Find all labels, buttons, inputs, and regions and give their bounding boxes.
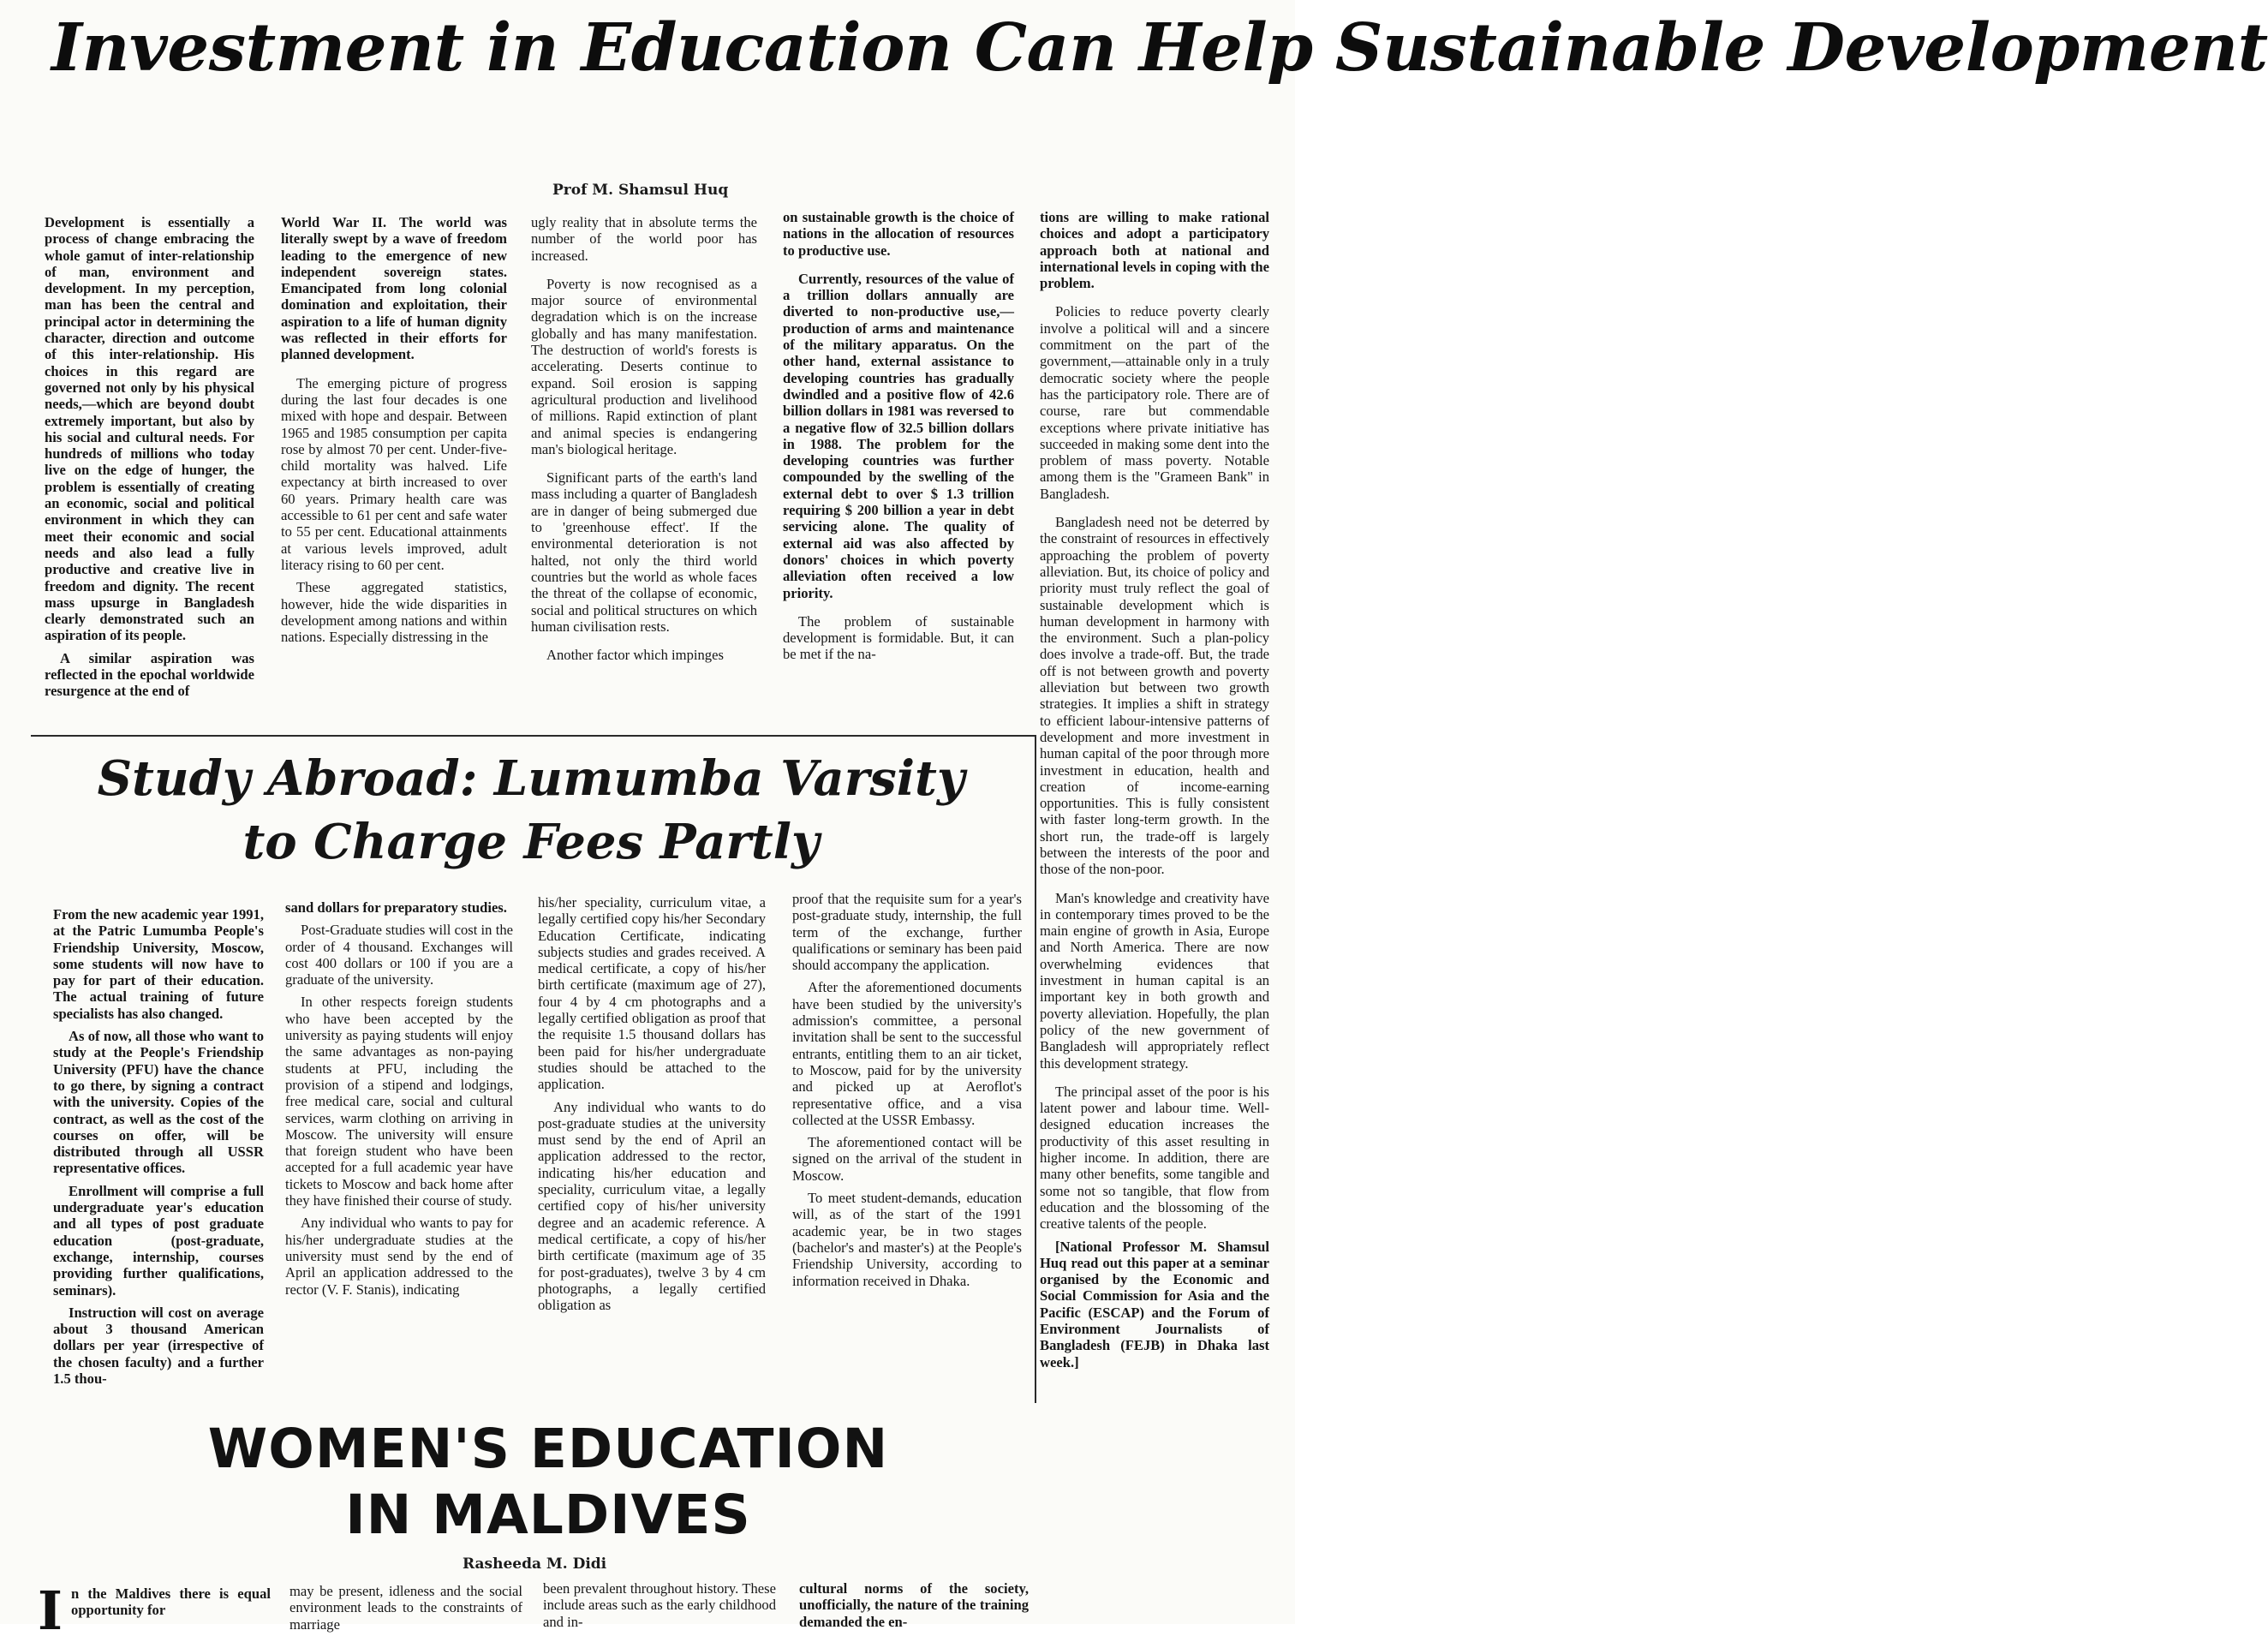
paragraph: Policies to reduce poverty clearly involve a political will and a sincere commitment on the part of the government,—attainable only in a truly democratic society where the people has the participatory role. There are of course, rare but commendable exceptions where private initiative has succeeded in making some dent into the problem of mass poverty. Notable among them is the "Grameen Bank" in Bangladesh.: [1040, 303, 1269, 502]
paragraph: The principal asset of the poor is his latent power and labour time. Well-designed education increases the productivity of this asset resulting in higher income. In addition, there are many other benefits, some tangible and some not so tangible, that flow from education and the blossoming of the creative talents of the people.: [1040, 1083, 1269, 1233]
article3-column-1: [38, 1579, 271, 1642]
article3-column-2: [289, 1583, 522, 1633]
paragraph: These aggregated statistics, however, hide the wide disparities in development among nations and within nations. Especially distressing in the: [281, 579, 507, 646]
paragraph: tions are willing to make rational choices and adopt a participatory approach both at national and international levels in coping with the problem.: [1040, 209, 1269, 292]
paragraph: Any individual who wants to pay for his/her undergraduate studies at the university must send by the end of April an application addressed to the rector (V. F. Stanis), indicating: [285, 1215, 513, 1298]
article1-column-5: [1040, 209, 1269, 1622]
paragraph: Currently, resources of the value of a trillion dollars annually are diverted to non-productive use,—production of arms and maintenance of the military apparatus. On the other hand, external assistance to developing countries has gradually dwindled and a positive flow of 42.6 billion dollars in 1981 was reversed to a negative flow of 32.5 billion dollars in 1988. The problem for the developing countries was further compounded by the swelling of the external debt to over $ 1.3 trillion requiring $ 200 billion a year in debt servicing alone. The quality of external aid was also affected by donors' choices in which poverty alleviation often received a low priority.: [783, 270, 1014, 601]
paragraph: A similar aspiration was reflected in the epochal worldwide resurgence at the end of: [45, 649, 254, 700]
article3-headline-line1: WOMEN'S EDUCATION: [207, 1418, 889, 1480]
paragraph: Poverty is now recognised as a major source of environmental degradation which is on the increase globally and has many manifestation. The destruction of world's forests is accelerating. Deserts continue to expand. Soil erosion is sapping agricultural production and livelihood of millions. Rapid extinction of plant and animal species is endangering man's biological heritage.: [531, 275, 757, 457]
paragraph: may be present, idleness and the social environment leads to the constraints of marriage: [289, 1583, 522, 1633]
paragraph: cultural norms of the society, unofficially, the nature of the training demanded the en-: [799, 1580, 1029, 1630]
article2-column-2: [285, 899, 513, 1401]
article3-column-3: [543, 1580, 776, 1630]
article3-byline: Rasheeda M. Didi: [463, 1555, 607, 1573]
paragraph: been prevalent throughout history. These include areas such as the early childhood and in-: [543, 1580, 776, 1630]
paragraph: Instruction will cost on average about 3 thousand American dollars per year (irrespective of the chosen faculty) and a further 1.5 thou-: [53, 1304, 264, 1388]
paragraph: [National Professor M. Shamsul Huq read out this paper at a seminar organised by the Economic and Social Commission for Asia and the Pacific (ESCAP) and the Forum of Environment Journalists of Bangladesh (FEJB) in Dhaka last week.]: [1040, 1238, 1269, 1370]
paragraph: Significant parts of the earth's land mass including a quarter of Bangladesh are in danger of being submerged due to 'greenhouse effect'. If the environmental deterioration is not halted, not only the third world countries but the world as whole faces the threat of the collapse of economic, social and political structures on which human civilisation rests.: [531, 469, 757, 635]
article1-byline: Prof M. Shamsul Huq: [552, 182, 729, 199]
paragraph: ugly reality that in absolute terms the number of the world poor has increased.: [531, 214, 757, 264]
article2-headline-line1: Study Abroad: Lumumba Varsity: [97, 750, 965, 807]
article3-column-4: [799, 1580, 1029, 1630]
article1-headline-text: Investment in Education Can Help Sustainable Development: [51, 9, 2268, 87]
paragraph: n the Maldives there is equal opportunity for: [71, 1585, 271, 1619]
article3-dropcap: I: [38, 1579, 63, 1642]
article1-column-2: [281, 214, 507, 733]
paragraph: Enrollment will comprise a full undergraduate year's education and all types of post graduate education (post-graduate, exchange, internship, courses providing further qualifications, seminars).: [53, 1182, 264, 1299]
paragraph: To meet student-demands, education will, as of the start of the 1991 academic year, be in two stages (bachelor's and master's) at the People's Friendship University, according to information received in Dhaka.: [792, 1190, 1022, 1289]
article3-headline-line2: IN MALDIVES: [345, 1484, 751, 1546]
paragraph: World War II. The world was literally swept by a wave of freedom leading to the emergence of new independent sovereign states. Emancipated from long colonial domination and exploitation, their aspiration to a life of human dignity was reflected in their efforts for planned development.: [281, 214, 507, 363]
article1-column-1: [45, 214, 254, 733]
article2-column-3: [538, 894, 766, 1401]
paragraph: on sustainable growth is the choice of nations in the allocation of resources to productive use.: [783, 209, 1014, 259]
paragraph: his/her speciality, curriculum vitae, a legally certified copy his/her Secondary Education Certificate, indicating subjects studies and grades received. A medical certificate, a copy of his/her birth certificate (maximum age of 27), four 4 by 4 cm photographs and a legally certified obligation as proof that the requisite 1.5 thousand dollars has been paid for his/her undergraduate studies should be attached to the application.: [538, 894, 766, 1093]
paragraph: proof that the requisite sum for a year's post-graduate study, internship, the full term of the exchange, further qualifications or seminary has been paid should accompany the application.: [792, 891, 1022, 974]
paragraph: Post-Graduate studies will cost in the order of 4 thousand. Exchanges will cost 400 dollars or 100 if you are a graduate of the university.: [285, 922, 513, 988]
paragraph: The problem of sustainable development is formidable. But, it can be met if the na-: [783, 612, 1014, 663]
paragraph: The aforementioned contact will be signed on the arrival of the student in Moscow.: [792, 1134, 1022, 1184]
paragraph: Any individual who wants to do post-graduate studies at the university must send by the end of April an application addressed to the rector, indicating his/her education and speciality, curriculum vitae, a legally certified copy of his/her university degree and an academic reference. A medical certificate, a copy of his/her birth certificate (maximum age of 35 for post-graduates), twelve 3 by 4 cm photographs, a legally certified obligation as: [538, 1098, 766, 1314]
paragraph: sand dollars for preparatory studies.: [285, 899, 507, 916]
article2-column-1: [53, 906, 264, 1401]
paragraph: In other respects foreign students who have been accepted by the university as paying students will enjoy the same advantages as non-paying students at PFU, including the provision of a stipend and lodgings, free medical care, social and cultural services, warm clothing on arriving in Moscow. The university will ensure that foreign student who have been accepted for a full academic year have tickets to Moscow and back home after they have finished their course of study.: [285, 994, 513, 1209]
paragraph: Development is essentially a process of change embracing the whole gamut of inter-relationship of man, environment and development. In my perception, man has been the central and principal actor in determining the character, direction and outcome of this inter-relationship. His choices in this regard are governed not only by his physical needs,—which are beyond doubt extremely important, but also by his social and cultural needs. For hundreds of millions who today live on the edge of hunger, the problem is essentially of creating an economic, social and political environment in which they can meet their economic and social needs and also lead a fully productive and creative live in freedom and dignity. The recent mass upsurge in Bangladesh clearly demonstrated such an aspiration of its people.: [45, 214, 254, 644]
paragraph: The emerging picture of progress during the last four decades is one mixed with hope and despair. Between 1965 and 1985 consumption per capita rose by almost 70 per cent. Under-five-child mortality was halved. Life expectancy at birth increased to over 60 years. Primary health care was accessible to 61 per cent and safe water to 55 per cent. Educational attainments at various levels improved, adult literacy rising to 60 per cent.: [281, 374, 507, 573]
paragraph: From the new academic year 1991, at the Patric Lumumba People's Friendship University, Moscow, some students will now have to pay for part of their education. The actual training of future specialists has also changed.: [53, 906, 264, 1022]
article2-headline-line2: to Charge Fees Partly: [242, 814, 820, 870]
article3-headline: [163, 1416, 934, 1548]
paragraph: Another factor which impinges: [546, 647, 724, 664]
paragraph: After the aforementioned documents have been studied by the university's admission's committee, a personal invitation shall be sent to the successful entrants, entitling them to an air ticket, to Moscow, paid for by the university and picked up at Aeroflot's representative office, and a visa collected at the USSR Embassy.: [792, 979, 1022, 1128]
paragraph: Man's knowledge and creativity have in contemporary times proved to be the main engine of growth in Asia, Europe and North America. There are now overwhelming evidences that investment in human capital is an important key in both growth and poverty alleviation. Hopefully, the plan policy of the new government of Bangladesh will appropriately reflect this development strategy.: [1040, 889, 1269, 1072]
paragraph: As of now, all those who want to study at the People's Friendship University (PFU) have the chance to go there, by signing a contract with the university. Copies of the contract, as well as the cost of the courses on offer, will be distributed through all USSR representative offices.: [53, 1028, 264, 1177]
article1-headline: [51, 7, 2268, 89]
article1-column-4: [783, 209, 1014, 725]
article1-column-3: [531, 214, 757, 733]
article2-column-4: [792, 891, 1022, 1401]
article2-headline: [51, 747, 1011, 874]
paragraph: Bangladesh need not be deterred by the constraint of resources in effectively approaching the problem of poverty alleviation. But, its choice of policy and priority must truly reflect the goal of sustainable development which is human development in harmony with the environment. Such a plan-policy does involve a trade-off. But, the trade off is not between growth and poverty alleviation but between two growth strategies. It implies a shift in strategy to efficient labour-intensive patterns of development and more investment in human capital of the poor through more investment in education, health and creation of income-earning opportunities. This is fully consistent with faster long-term growth. In the short run, the trade-off is largely between the interests of the poor and those of the non-poor.: [1040, 514, 1269, 878]
